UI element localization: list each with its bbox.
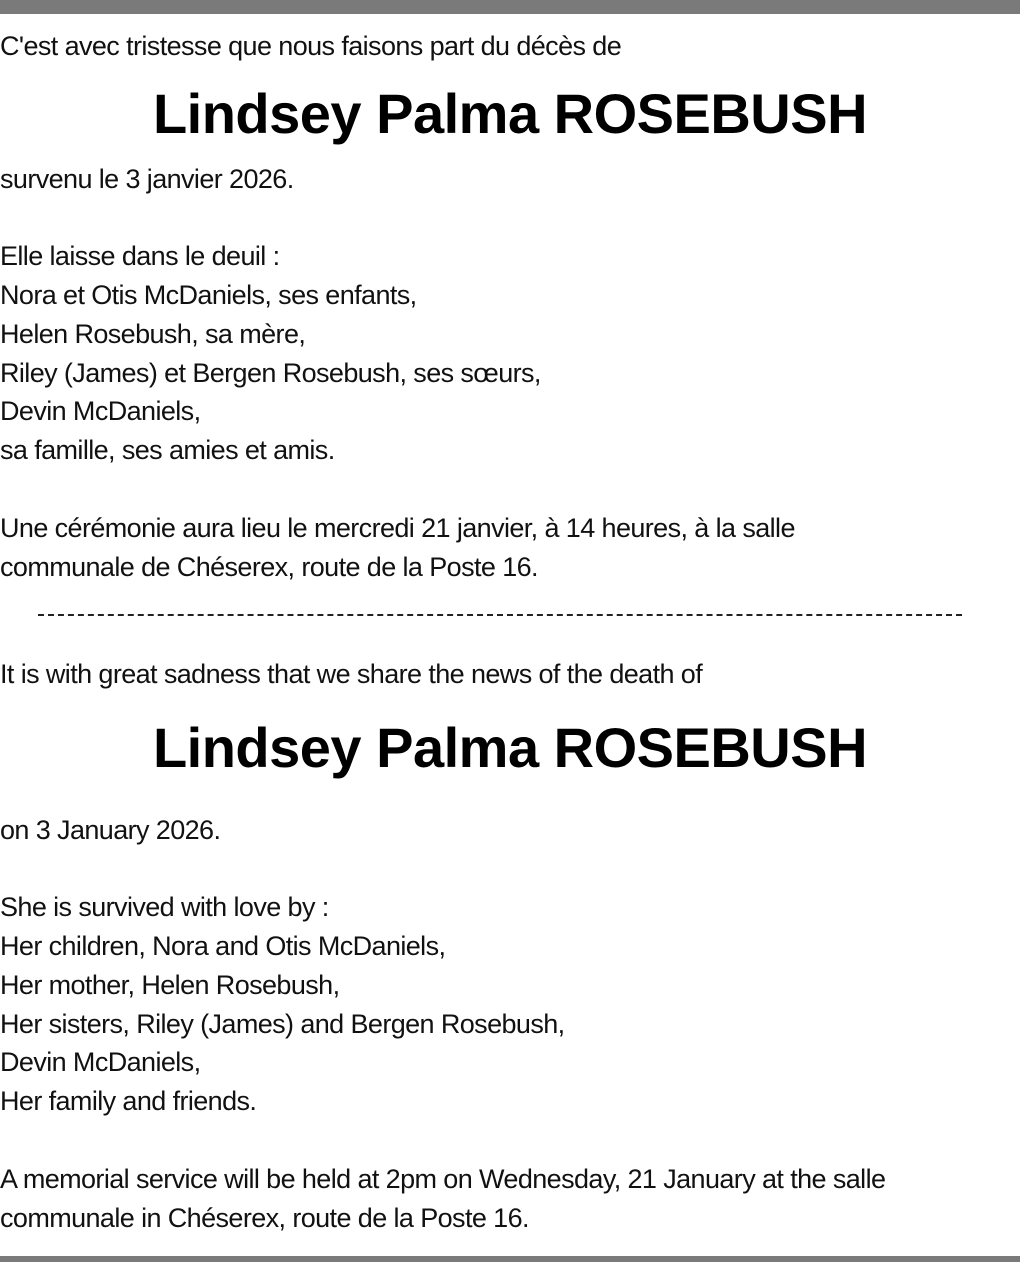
- french-survivor-item: Helen Rosebush, sa mère,: [0, 319, 306, 349]
- top-border: [0, 0, 1020, 14]
- english-service-line: A memorial service will be held at 2pm on Wednesday, 21 January at the salle: [0, 1164, 886, 1194]
- french-survivors-heading: Elle laisse dans le deuil :: [0, 241, 280, 271]
- english-survivor-item: Her family and friends.: [0, 1086, 257, 1116]
- english-survivor-item: Devin McDaniels,: [0, 1047, 201, 1077]
- bottom-border: [0, 1256, 1020, 1262]
- english-date-line: on 3 January 2026.: [0, 815, 221, 845]
- english-survivor-item: Her children, Nora and Otis McDaniels,: [0, 931, 446, 961]
- french-survivor-item: sa famille, ses amies et amis.: [0, 435, 335, 465]
- english-survivors-heading: She is survived with love by :: [0, 892, 329, 922]
- french-ceremony-line: Une cérémonie aura lieu le mercredi 21 janvier, à 14 heures, à la salle: [0, 513, 795, 543]
- french-ceremony-line: communale de Chéserex, route de la Poste 16.: [0, 552, 538, 582]
- french-date-line: survenu le 3 janvier 2026.: [0, 164, 294, 194]
- french-survivor-item: Riley (James) et Bergen Rosebush, ses sœurs,: [0, 358, 541, 388]
- english-survivor-item: Her sisters, Riley (James) and Bergen Rosebush,: [0, 1009, 565, 1039]
- french-survivor-item: Devin McDaniels,: [0, 396, 201, 426]
- french-intro: C'est avec tristesse que nous faisons part du décès de: [0, 31, 622, 61]
- english-service-line: communale in Chéserex, route de la Poste 16.: [0, 1203, 529, 1233]
- english-deceased-name: Lindsey Palma ROSEBUSH: [152, 716, 868, 779]
- language-separator: [38, 614, 962, 616]
- english-survivor-item: Her mother, Helen Rosebush,: [0, 970, 340, 1000]
- french-deceased-name: Lindsey Palma ROSEBUSH: [152, 82, 868, 145]
- english-intro: It is with great sadness that we share the news of the death of: [0, 659, 703, 689]
- french-survivor-item: Nora et Otis McDaniels, ses enfants,: [0, 280, 417, 310]
